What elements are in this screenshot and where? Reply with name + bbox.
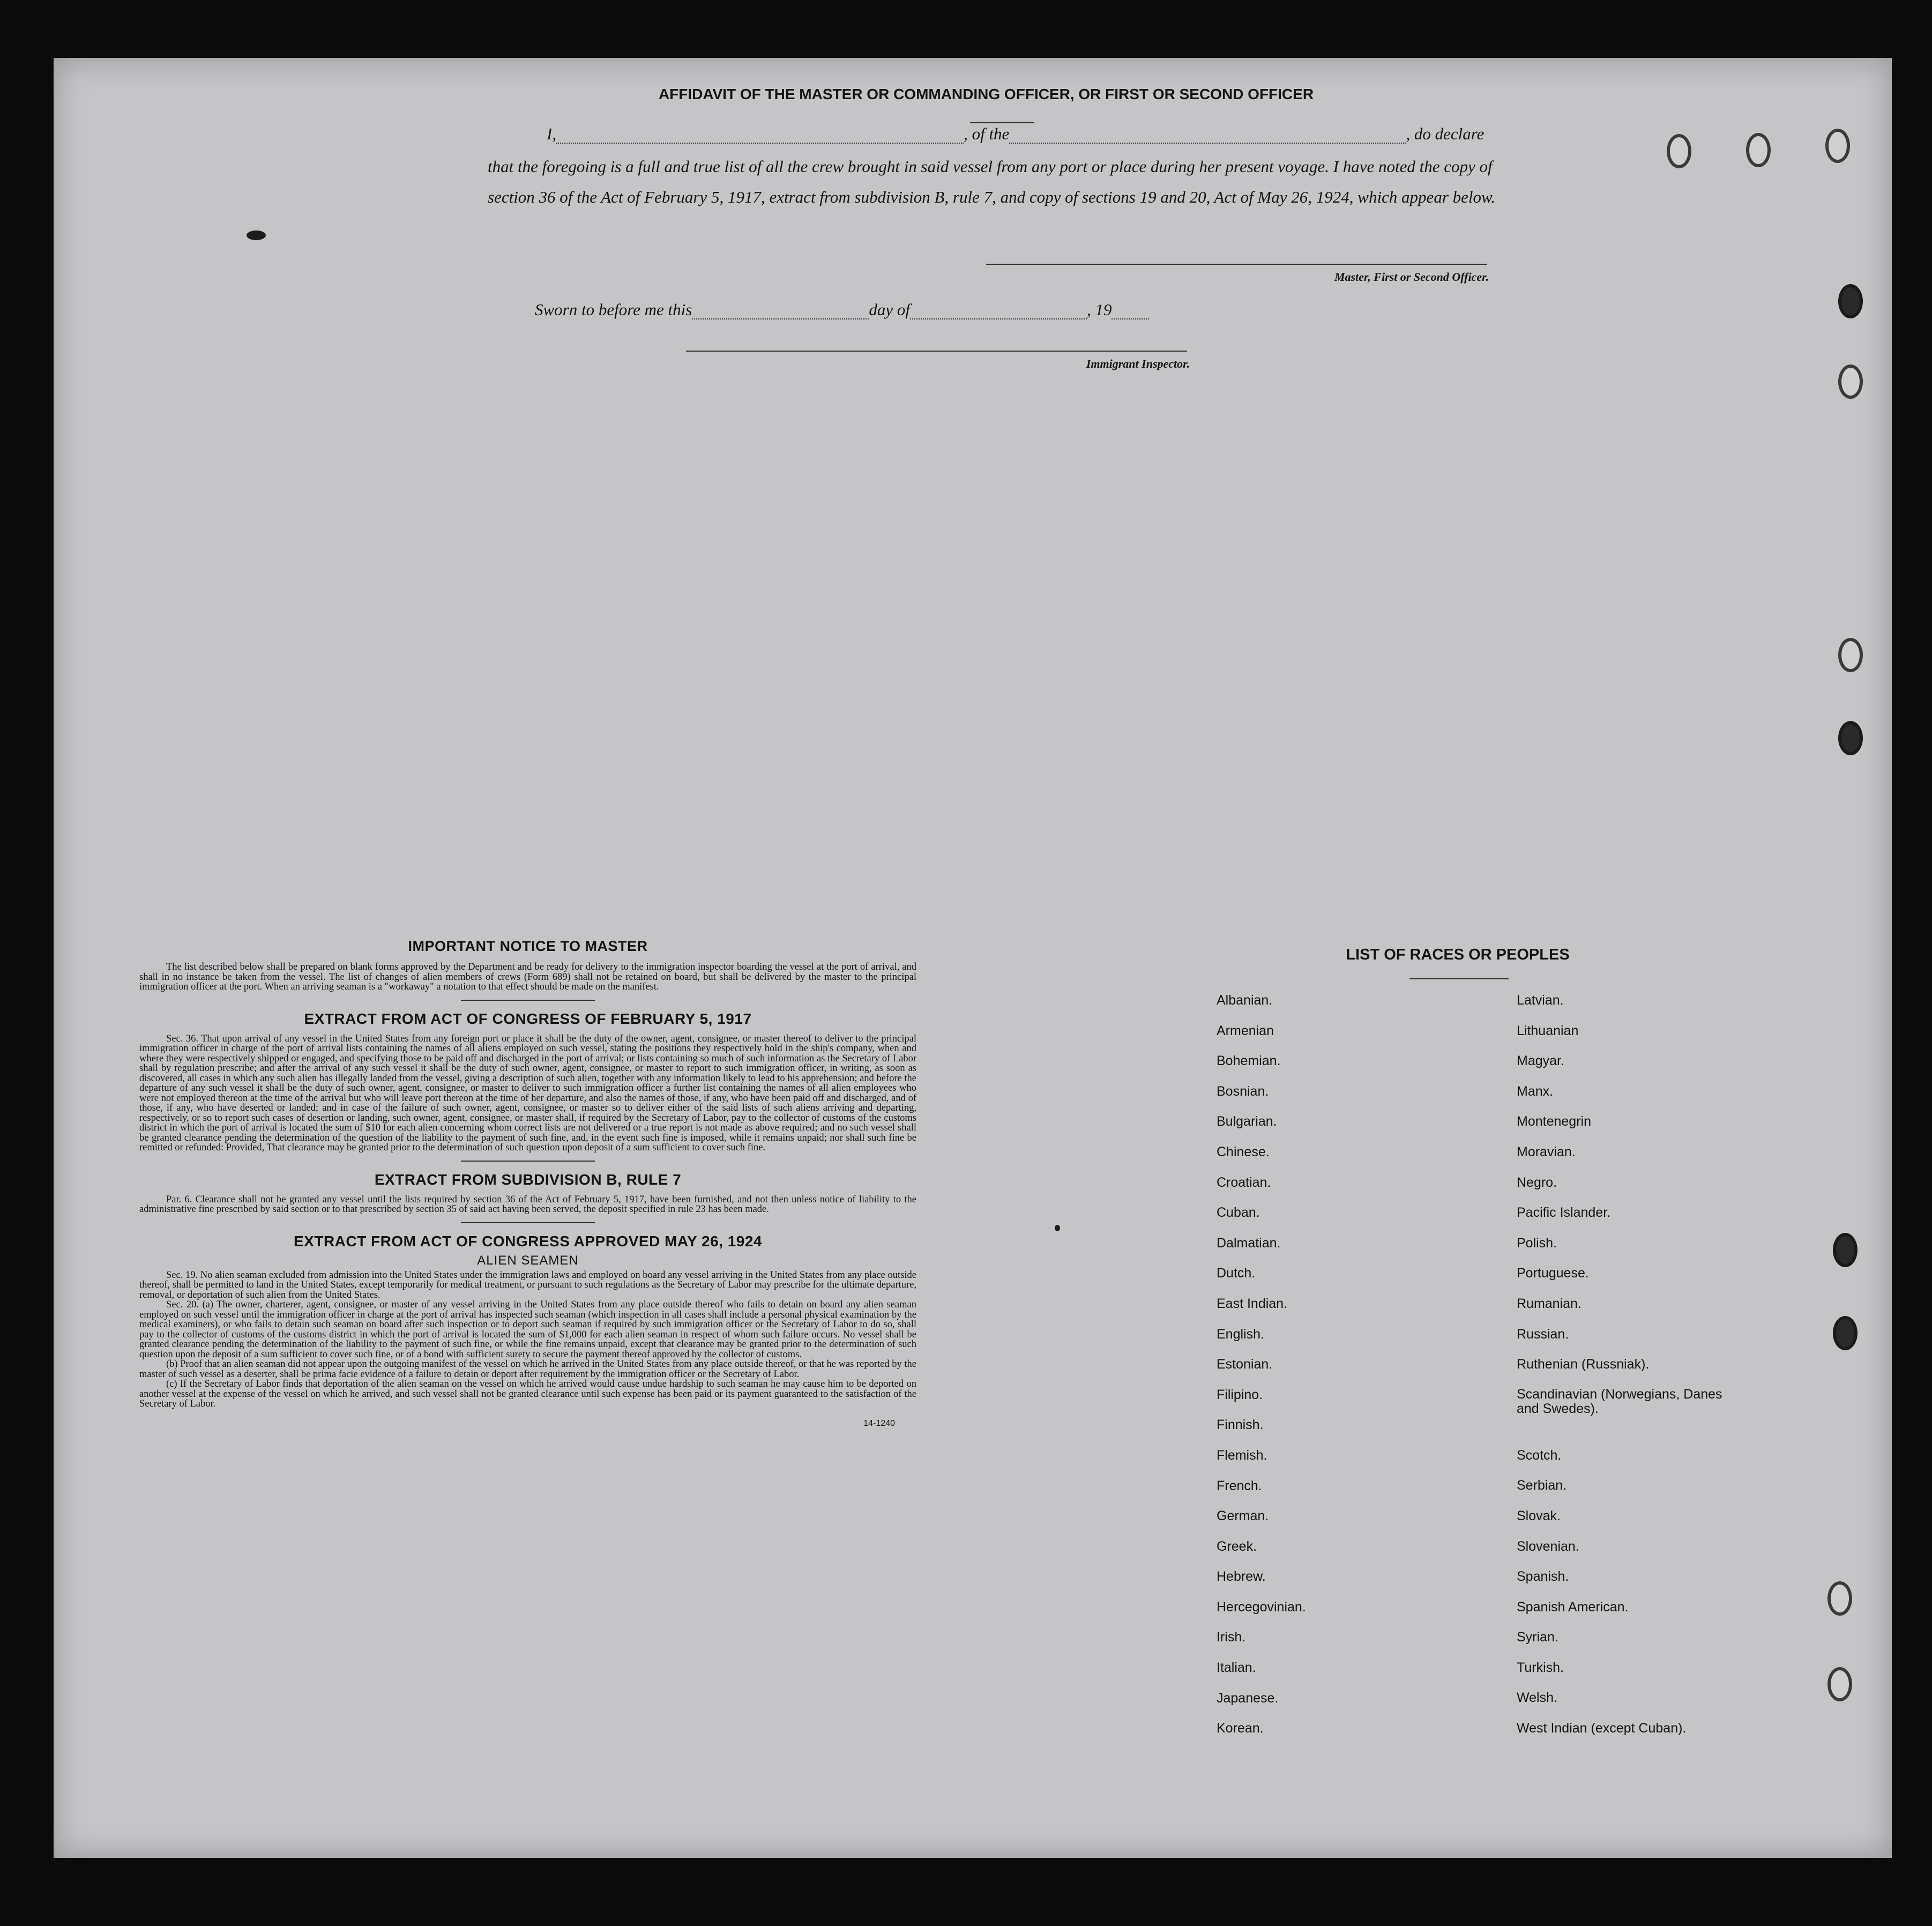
race-item: Bohemian. [1217,1053,1281,1069]
inspector-signature-field[interactable] [686,351,1187,352]
binder-hole [1746,133,1771,167]
affidavit-body: that the foregoing is a full and true list of all the crew brought in said vessel from any port or place during her present voyage. I have noted the copy of section 36 of the Act of February 5, 1917, extract from subdivision B, rule 7, and copy of sections 19 and 20, Act of May 26, 1924, which appear below. [488,157,1496,206]
binder-hole [1838,284,1863,318]
sec19-text: Sec. 19. No alien seaman excluded from admission into the United States under the immigration laws and employed on board any vessel arriving in the United States from any place outside thereof, shall be permitted to land in the United States, except temporarily for medical treatment, or pursuant to such regulations as the Secretary of Labor may prescribe for the ultimate departure, removal, or deportation of such alien from the United States. [139,1269,916,1300]
race-item: Moravian. [1517,1144,1576,1159]
sworn-month-field[interactable] [910,302,1087,319]
race-item: Dalmatian. [1217,1235,1281,1251]
race-item: Russian. [1517,1326,1569,1342]
race-item: Polish. [1517,1235,1557,1251]
races-list-left [1217,993,1306,1751]
race-item: Scandinavian (Norwegians, Danes and Swedes). [1517,1386,1722,1416]
label-i: I, [547,124,557,143]
title-rule [970,122,1034,123]
sworn-year-field[interactable] [1112,302,1149,319]
race-item: Greek. [1217,1538,1257,1554]
binder-hole [1827,1581,1852,1616]
race-item: Negro. [1517,1174,1557,1190]
sec20a-text: Sec. 20. (a) The owner, charterer, agent, consignee, or master of any vessel arriving in the United States from any place outside thereof who fails to detain on board any alien seaman employed on such vessel until the immigration officer in charge at the port of arrival has inspected such seaman (which inspection in all cases shall include a personal physical examination by the medical examiners), or who fails to detain such seaman on board after such inspection or to deport such seaman if required by such immigration officer or the Secretary of Labor to do so, shall pay to the collector of customs of the customs district in which the port of arrival is located the sum of $1,000 for each alien seaman in respect of whom such failure occurs. No vessel shall be granted clearance pending the determination of the liability to the payment of such fine, or while the fine remains unpaid, except that clearance may be granted prior to the determination of such question upon the deposit of a sum sufficient to cover such fine, or of a bond with sufficient surety to secure the payment thereof approved by the collector of customs. [139,1299,916,1360]
race-item: Filipino. [1217,1387,1263,1402]
binder-hole [1838,365,1863,399]
extract-rule7-text: Par. 6. Clearance shall not be granted any vessel until the lists required by section 36 of the Act of February 5, 1917, have been furnished, and not then unless notice of liability to the administrative fine prescribed by said section or to that prescribed by section 35 of said act having been served, the deposit specified in rule 23 has been made. [139,1194,916,1215]
races-title: LIST OF RACES OR PEOPLES [1346,946,1570,963]
race-item: Ruthenian (Russniak). [1517,1357,1650,1372]
extract-rule7-title: EXTRACT FROM SUBDIVISION B, RULE 7 [374,1171,682,1188]
race-item: Italian. [1217,1660,1256,1676]
officer-signature-field[interactable] [986,264,1487,265]
binder-hole [1833,1233,1858,1267]
officer-name-field[interactable] [556,127,964,144]
sworn-line [535,300,1232,319]
race-item: Irish. [1217,1630,1246,1645]
sworn-day-field[interactable] [692,302,869,319]
extract-1917-title: EXTRACT FROM ACT OF CONGRESS OF FEBRUARY 5, 1917 [304,1010,752,1027]
notice-title: IMPORTANT NOTICE TO MASTER [408,938,648,954]
race-item: Serbian. [1517,1478,1567,1493]
race-item: Bosnian. [1217,1083,1269,1099]
extract-1924-subtitle: ALIEN SEAMEN [477,1253,579,1268]
race-item: Pacific Islander. [1517,1205,1611,1221]
race-item: Albanian. [1217,993,1273,1008]
race-item: Bulgarian. [1217,1114,1277,1129]
binder-hole [1667,134,1691,168]
extract-1924-title: EXTRACT FROM ACT OF CONGRESS APPROVED MAY 26, 1924 [294,1232,762,1250]
race-item: Turkish. [1517,1660,1564,1675]
affidavit-declaration-line [547,124,1490,144]
inspector-caption: Immigrant Inspector. [1086,357,1190,370]
extract-1917-text: Sec. 36. That upon arrival of any vessel in the United States from any foreign port or place it shall be the duty of the owner, agent, consignee, or master thereof to deliver to the principal immigration officer in charge of the port of arrival lists containing the names of all aliens employed on such vessel, stating the positions they respectively hold in the ship's company, when and where they were respectively shipped or engaged, and specifying those to be paid off and discharged in the port of arrival; or lists containing so much of such information as the Secretary of Labor shall by regulation prescribe; and after the arrival of any such vessel it shall be the duty of such owner, agent, consignee, or master to report to such immigration officer, in writing, as soon as discovered, all cases in which any such alien has illegally landed from the vessel, giving a description of such alien, together with any information likely to lead to his apprehension; and before the departure of any such vessel it shall be the duty of such owner, agent, consignee, or master to deliver to such immigration officer a further list containing the names of all alien employees who were not employed thereon at the time of the arrival but who will leave port thereon at the time of her departure, and also the names of those, if any, who have been paid off and discharged, and of those, if any, who have deserted or landed; and in case of the failure of such owner, agent, consignee, or master so to deliver either of the said lists of such aliens arriving and departing, respectively, or so to report such cases of desertion or landing, such owner, agent, consignee, or master shall, if required by the Secretary of Labor, pay to the collector of customs of the customs district in which the port of arrival is located the sum of $10 for each alien concerning whom correct lists are not delivered or a true report is not made as above required; and no such vessel shall be granted clearance pending the determination of the question of the liability to the payment of such fine, and, in the event such fine is imposed, while it remains unpaid; nor shall such fine be remitted or refunded: Provided, That clearance may be granted prior to the determination of such question upon deposit of a sum sufficient to cover such fine. [139,1033,916,1153]
race-item: Armenian [1217,1023,1274,1038]
race-item: Hebrew. [1217,1569,1266,1585]
binder-hole [1833,1316,1858,1350]
ink-speck [247,230,266,240]
race-item: Spanish American. [1517,1599,1629,1615]
binder-hole [1827,1667,1852,1701]
signature-caption: Master, First or Second Officer. [1334,270,1489,284]
race-item: Slovak. [1517,1508,1561,1523]
section-divider [461,1161,595,1162]
race-item: Japanese. [1217,1690,1279,1706]
sec20c-text: (c) If the Secretary of Labor finds that deportation of the alien seaman on the vessel on which he arrived would cause undue hardship to such seaman he may cause him to be deported on another vessel at the expense of the vessel on which he arrived, and such vessel shall not be granted clearance until such expense has been paid or its payment guaranteed to the satisfaction of the Secretary of Labor. [139,1379,916,1409]
race-item: Magyar. [1517,1053,1564,1069]
label-do-declare: , do declare [1406,124,1485,143]
race-item: Latvian. [1517,993,1564,1008]
race-item: Syrian. [1517,1630,1558,1645]
race-item: Croatian. [1217,1174,1271,1190]
race-item: Montenegrin [1517,1114,1591,1129]
form-number: 14-1240 [863,1418,895,1428]
race-item: Estonian. [1217,1357,1273,1372]
sworn-prefix: Sworn to before me this [535,300,692,319]
race-item: English. [1217,1326,1264,1342]
races-title-rule [1409,978,1509,979]
legal-notices [139,938,916,1429]
race-item: Scotch. [1517,1447,1562,1463]
label-of-the: , of the [964,124,1010,143]
race-item: Dutch. [1217,1266,1256,1281]
ink-speck [1055,1225,1060,1231]
affidavit-title: AFFIDAVIT OF THE MASTER OR COMMANDING OFFICER, OR FIRST OR SECOND OFFICER [658,86,1314,102]
vessel-name-field[interactable] [1009,127,1406,144]
section-divider [461,1000,595,1001]
race-item: Hercegovinian. [1217,1599,1306,1615]
sworn-year-label: , 19 [1086,300,1112,319]
race-item: Lithuanian [1517,1023,1579,1038]
race-item: French. [1217,1478,1262,1493]
section-divider [461,1222,595,1223]
races-list-right [1517,993,1731,1751]
binder-hole [1838,638,1863,672]
race-item: Finnish. [1217,1417,1264,1433]
sec20b-text: (b) Proof that an alien seaman did not appear upon the outgoing manifest of the vessel on which he arrived in the United States from any place outside thereof, or that he was reported by the master of such vessel as a deserter, shall be prima facie evidence of a failure to detain or deport after requirement by the immigration officer or the Secretary of Labor. [139,1359,916,1380]
race-item: Portuguese. [1517,1266,1589,1281]
binder-hole [1825,129,1850,163]
race-item: Cuban. [1217,1205,1260,1221]
race-item: Welsh. [1517,1690,1557,1706]
binder-hole [1838,721,1863,755]
race-item: Korean. [1217,1721,1264,1736]
race-item: Rumanian. [1517,1296,1582,1311]
race-item: Spanish. [1517,1569,1569,1585]
race-item: Chinese. [1217,1144,1270,1159]
sworn-day-label: day of [869,300,910,319]
race-item: East Indian. [1217,1296,1288,1311]
race-item: West Indian (except Cuban). [1517,1721,1687,1736]
race-item: Flemish. [1217,1447,1267,1463]
notice-text: The list described below shall be prepared on blank forms approved by the Department and be ready for delivery to the immigration inspector boarding the vessel at the port of arrival, and shall in no instance be taken from the vessel. The list of changes of alien members of crews (Form 689) shall not be retained on board, but shall be delivered by the master to the principal immigration officer at the port. When an arriving seaman is a "workaway" a notation to that effect should be made on the manifest. [139,962,916,992]
race-item: Slovenian. [1517,1538,1579,1554]
race-item: Manx. [1517,1083,1554,1099]
race-item: German. [1217,1508,1269,1524]
